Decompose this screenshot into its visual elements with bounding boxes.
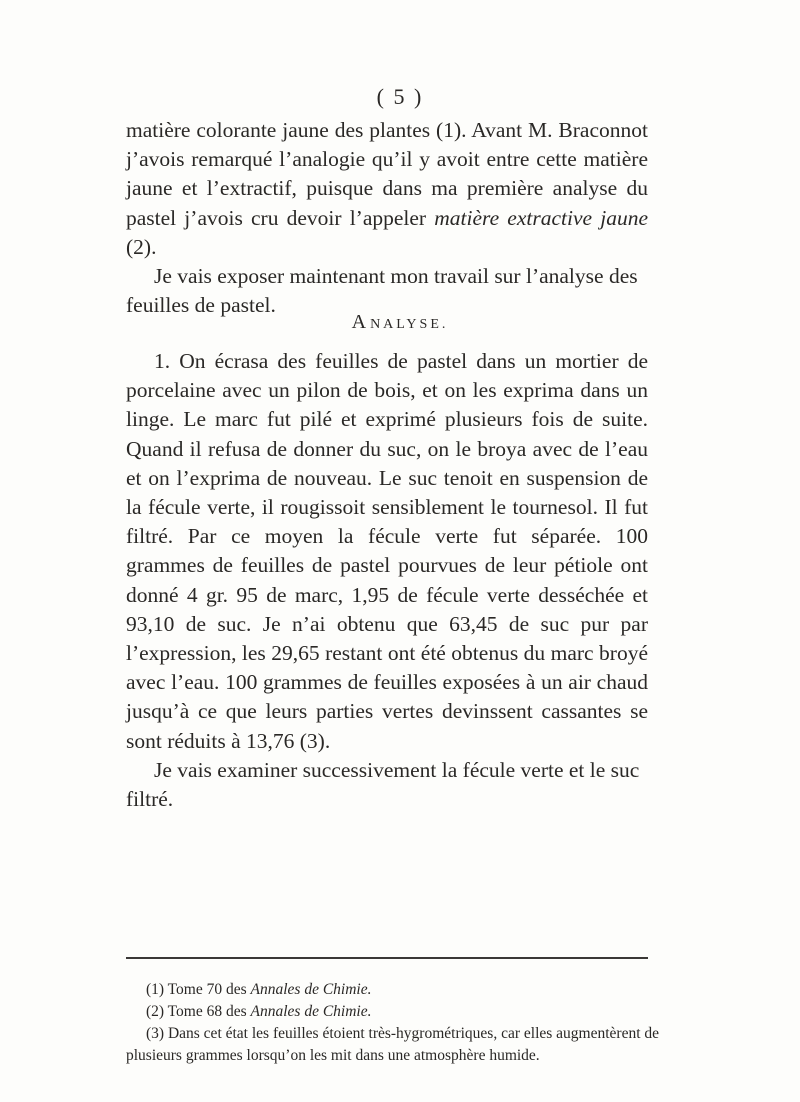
intro-text: [126, 116, 648, 320]
footnote-separator: [126, 957, 648, 959]
intro-paragraph-1-italic: matière extractive jaune: [434, 205, 648, 230]
footnote-1: [126, 979, 662, 1001]
section-heading-initial: A: [351, 311, 371, 333]
section-heading-rest: NALYSE.: [370, 317, 449, 332]
analysis-text: [126, 347, 648, 814]
intro-paragraph-2: Je vais exposer maintenant mon travail sur l’analyse des feuilles de pastel.: [126, 264, 638, 318]
footnote-2-italic: Annales de Chimie.: [250, 1003, 372, 1020]
intro-paragraph-1: [126, 116, 648, 262]
footnote-3: (3) Dans cet état les feuilles étoient très-hygrométriques, car elles augmentèrent de plusieurs grammes lorsqu’on les mit dans une atmosphère humide.: [126, 1025, 660, 1064]
section-heading: [0, 311, 800, 334]
intro-paragraph-1-text: matière colorante jaune des plantes (1). Avant M. Braconnot j’avois remarqué l’analogie qu’il y avoit entre cette matière jaune et l’extractif, puisque dans ma première analyse du pastel j’avois cru devoir l’appeler: [126, 118, 648, 230]
page-number: ( 5 ): [376, 84, 424, 109]
analysis-paragraph-2: Je vais examiner successivement la fécule verte et le suc filtré.: [126, 757, 640, 812]
footnotes: [126, 979, 662, 1067]
analysis-paragraph-1: 1. On écrasa des feuilles de pastel dans un mortier de porcelaine avec un pilon de bois, et on les exprima dans un linge. Le marc fut pilé et exprimé plusieurs fois de suite. Quand il refusa de donner du suc, on le broya avec de l’eau et on l’exprima de nouveau. Le suc tenoit en suspension de la fécule verte, il rougissoit sensiblement le tournesol. Il fut filtré. Par ce moyen la fécule verte fut séparée. 100 grammes de feuilles de pastel pourvues de leur pétiole ont donné 4 gr. 95 de marc, 1,95 de fécule verte desséchée et 93,10 de suc. Je n’ai obtenu que 63,45 de suc pur par l’expression, les 29,65 restant ont été obtenus du marc broyé avec l’eau. 100 grammes de feuilles exposées à un air chaud jusqu’à ce que leurs parties vertes devinssent cassantes se sont réduits à 13,76 (3).: [126, 349, 648, 753]
intro-paragraph-1-end: (2).: [126, 234, 157, 259]
footnote-2: [126, 1001, 662, 1023]
footnote-2-text: (2) Tome 68 des: [146, 1003, 251, 1020]
footnote-1-text: (1) Tome 70 des: [146, 981, 251, 998]
footnote-1-italic: Annales de Chimie.: [250, 981, 372, 998]
